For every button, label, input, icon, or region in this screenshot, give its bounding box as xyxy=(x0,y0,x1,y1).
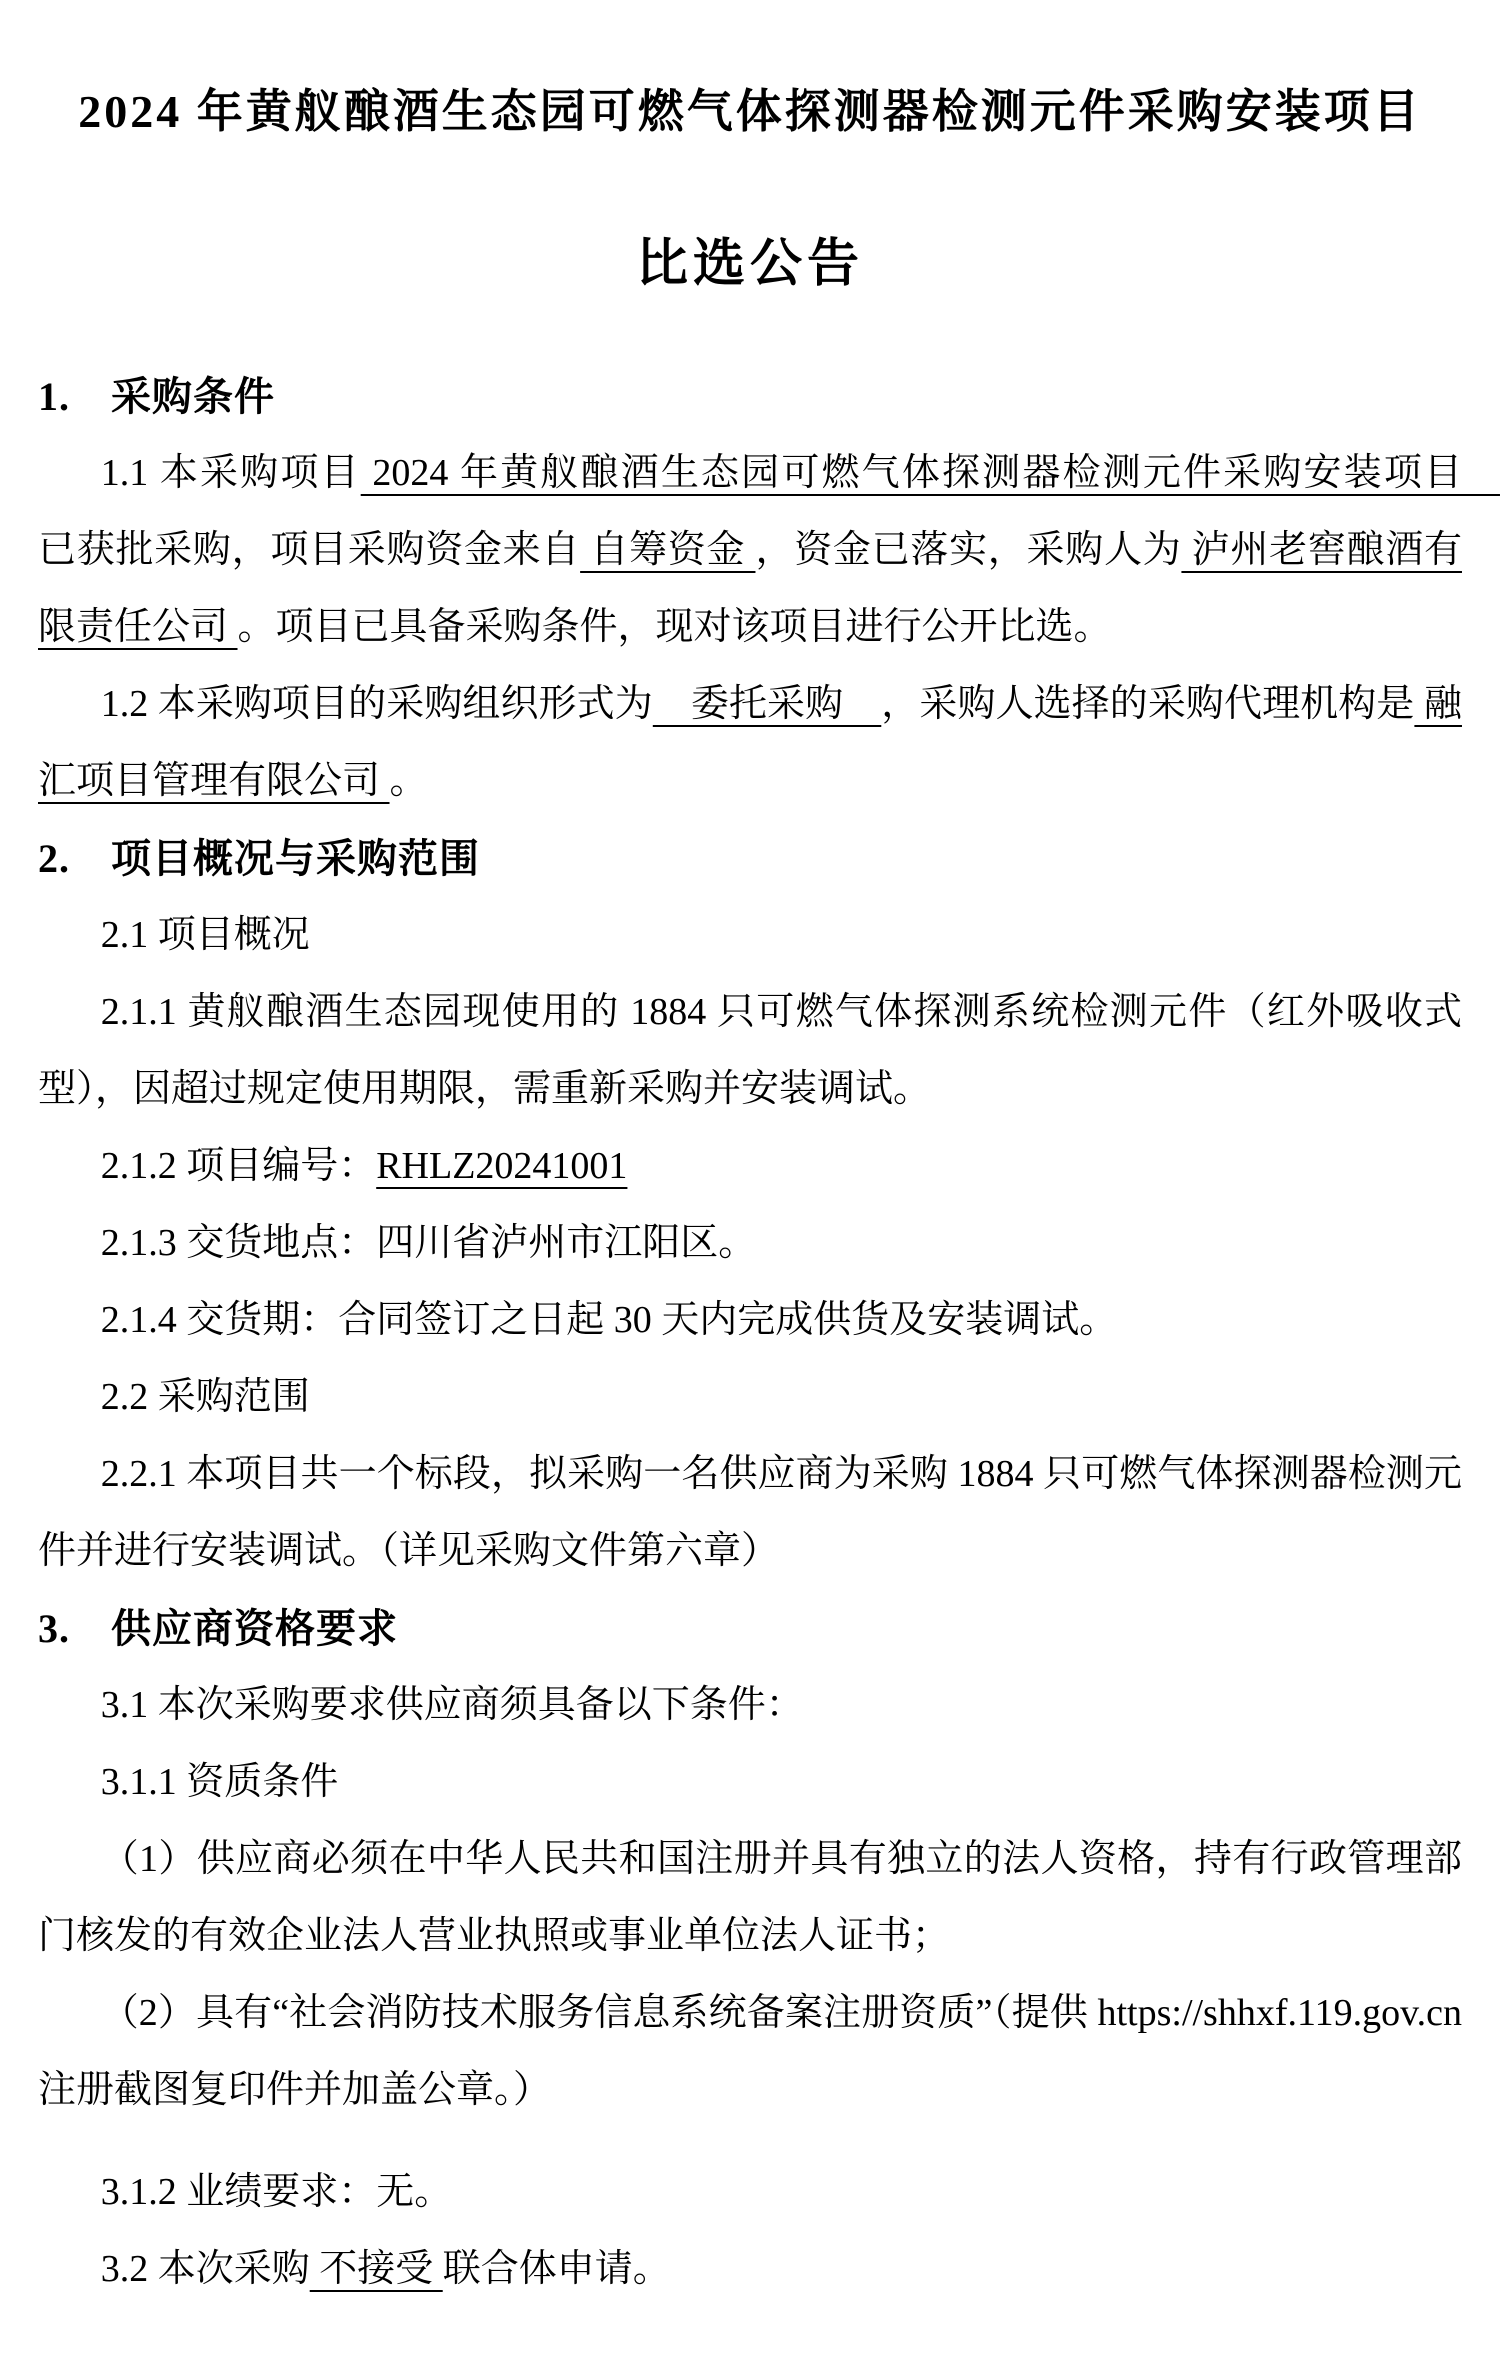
p11-mid1: 已获批采购，项目采购资金来自 xyxy=(38,529,581,571)
p11-project-name-underlined: 2024 年黄舣酿酒生态园可燃气体探测器检测元件采购安装项目 xyxy=(360,452,1500,494)
p212-project-number-underlined: RHLZ20241001 xyxy=(376,1145,628,1187)
paragraph-1-2 xyxy=(38,666,1462,820)
section-1-heading: 1. 采购条件 xyxy=(38,374,275,419)
paragraph-1-1 xyxy=(38,435,1500,666)
p11-funding-source-underlined: 自筹资金 xyxy=(580,529,756,571)
p11-lead: 1.1 本采购项目 xyxy=(100,452,361,494)
paragraph-2-1-3: 2.1.3 交货地点：四川省泸州市江阳区。 xyxy=(100,1222,757,1264)
paragraph-3-1: 3.1 本次采购要求供应商须具备以下条件： xyxy=(100,1684,804,1726)
p11-purchaser-underlined: 泸州老窖酿酒有限责任公司 xyxy=(38,529,1462,648)
paragraph-2-1-1: 2.1.1 黄舣酿酒生态园现使用的 1884 只可燃气体探测系统检测元件（红外吸收式型），因超过规定使用期限，需重新采购并安装调试。 xyxy=(38,991,1462,1110)
p12-lead: 1.2 本采购项目的采购组织形式为 xyxy=(100,683,653,725)
paragraph-2-2-1: 2.2.1 本项目共一个标段，拟采购一名供应商为采购 1884 只可燃气体探测器检测元件并进行安装调试。（详见采购文件第六章） xyxy=(38,1453,1462,1572)
paragraph-3-1-1: 3.1.1 资质条件 xyxy=(100,1761,339,1803)
p11-tail: 。项目已具备采购条件，现对该项目进行公开比选。 xyxy=(237,606,1112,648)
p11-mid2: ，资金已落实，采购人为 xyxy=(755,529,1182,571)
paragraph-3-1-1-item-2: （2）具有“社会消防技术服务信息系统备案注册资质”（提供 https://shhxf.119.gov.cn 注册截图复印件并加盖公章。） xyxy=(38,1992,1462,2111)
p12-agency-underlined: 融汇项目管理有限公司 xyxy=(38,683,1462,802)
p32-lead: 3.2 本次采购 xyxy=(100,2248,310,2290)
document-subtitle: 比选公告 xyxy=(635,236,864,293)
paragraph-3-1-2: 3.1.2 业绩要求：无。 xyxy=(100,2171,453,2213)
paragraph-3-2 xyxy=(38,2231,1462,2308)
paragraph-2-2: 2.2 采购范围 xyxy=(100,1376,310,1418)
p12-tail: 。 xyxy=(389,760,428,802)
section-3-heading: 3. 供应商资格要求 xyxy=(38,1606,398,1651)
document-title: 2024 年黄舣酿酒生态园可燃气体探测器检测元件采购安装项目 xyxy=(78,86,1422,137)
paragraph-2-1-2 xyxy=(38,1128,1462,1205)
p32-tail: 联合体申请。 xyxy=(442,2248,671,2290)
p212-lead: 2.1.2 项目编号： xyxy=(100,1145,377,1187)
p32-not-accepted-underlined: 不接受 xyxy=(309,2248,443,2290)
p12-mid: ，采购人选择的采购代理机构是 xyxy=(881,683,1415,725)
paragraph-2-1-4: 2.1.4 交货期：合同签订之日起 30 天内完成供货及安装调试。 xyxy=(100,1299,1118,1341)
paragraph-3-1-1-item-1: （1）供应商必须在中华人民共和国注册并具有独立的法人资格，持有行政管理部门核发的有效企业法人营业执照或事业单位法人证书； xyxy=(38,1838,1462,1957)
p12-org-form-underlined: 委托采购 xyxy=(652,683,882,725)
section-2-heading: 2. 项目概况与采购范围 xyxy=(38,836,480,881)
paragraph-2-1: 2.1 项目概况 xyxy=(100,914,310,956)
